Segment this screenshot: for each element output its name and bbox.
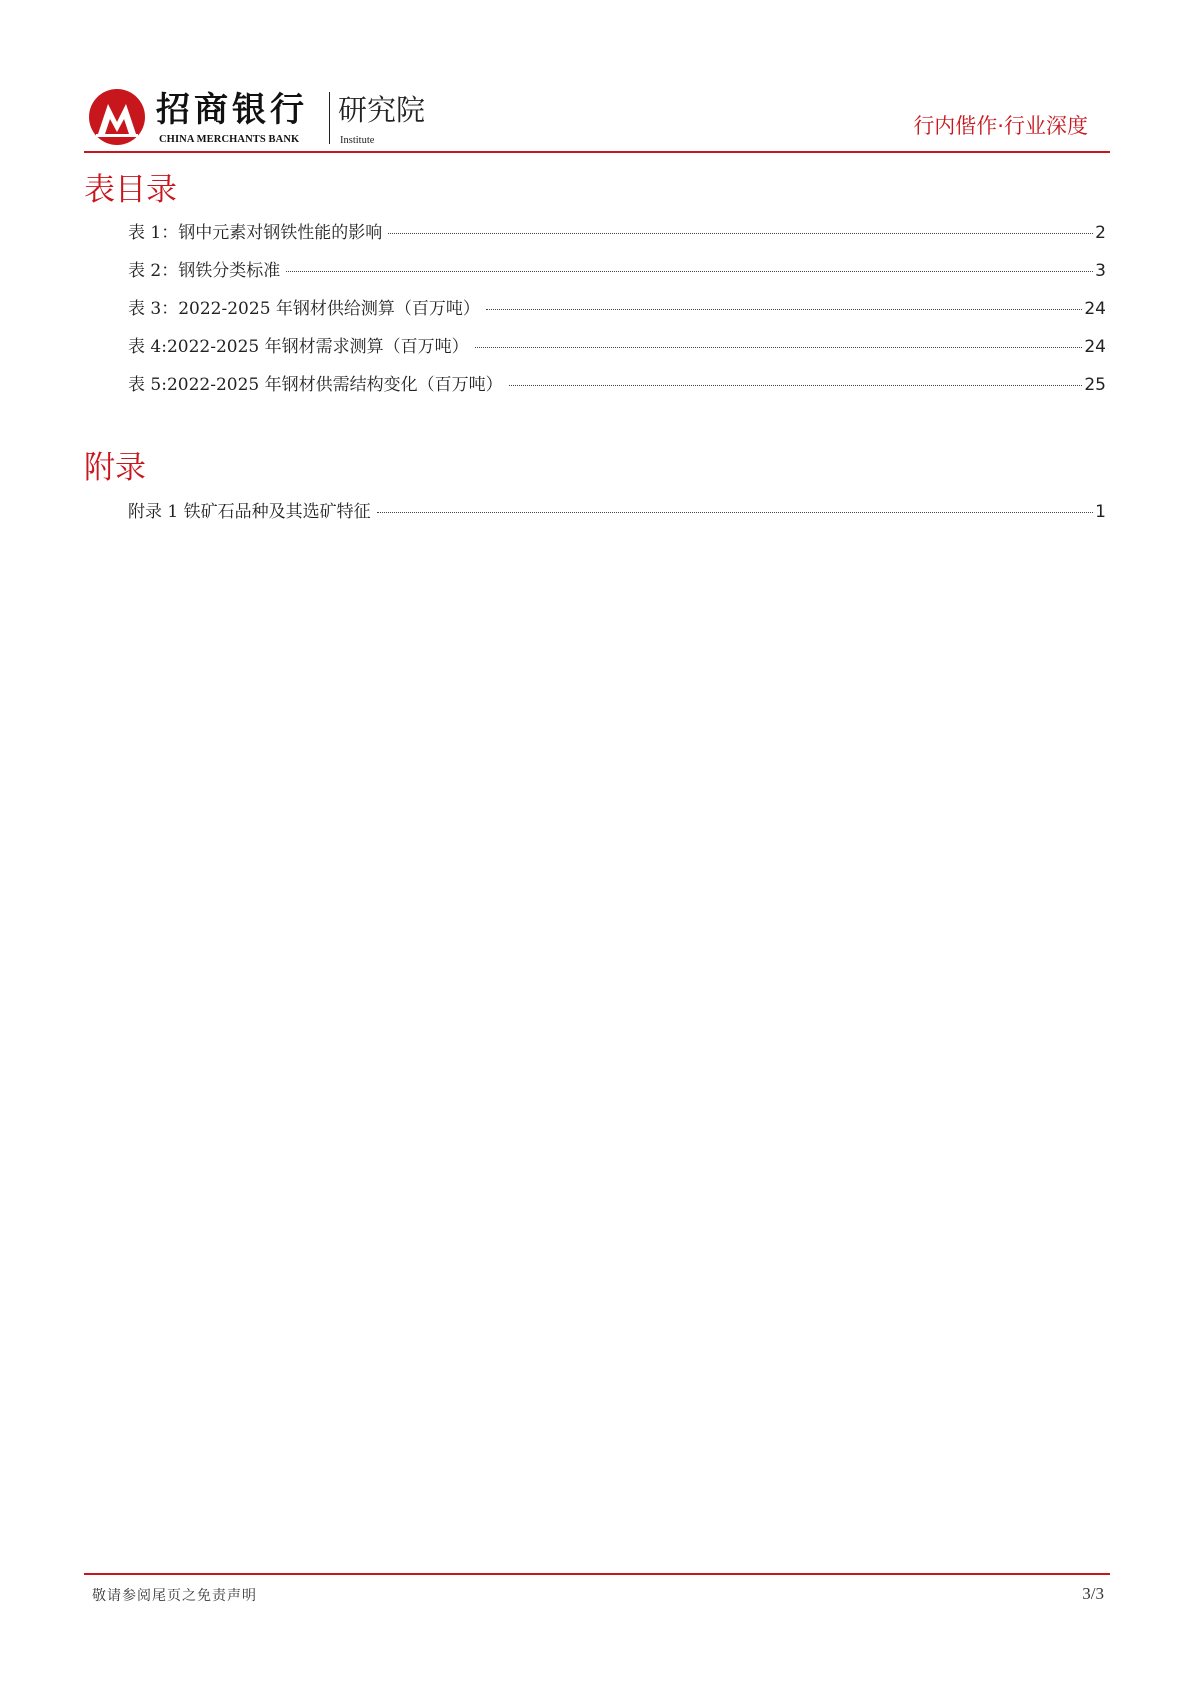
toc-entry-table-3[interactable] — [128, 290, 1106, 328]
toc-entry-table-1[interactable] — [128, 214, 1106, 252]
header-divider — [84, 151, 1110, 153]
toc-entry-label — [128, 214, 382, 252]
toc-leader-dots — [486, 308, 1082, 310]
toc-leader-dots — [377, 511, 1094, 513]
toc-entry-prefix: 表 3： — [128, 299, 179, 319]
toc-entry-page: 1 — [1095, 502, 1106, 522]
toc-leader-dots — [388, 232, 1093, 234]
toc-entry-prefix: 附录 1 — [128, 502, 179, 522]
page-indicator: 3/3 — [1082, 1584, 1104, 1603]
toc-entry-title: 铁矿石品种及其选矿特征 — [183, 502, 371, 522]
toc-leader-dots — [286, 270, 1093, 272]
toc-entry-prefix: 表 4: — [128, 337, 167, 357]
page-header — [88, 88, 1106, 150]
toc-leader-dots — [475, 346, 1083, 348]
footer-divider — [84, 1573, 1110, 1575]
toc-entry-label — [128, 290, 480, 328]
toc-leader-dots — [509, 384, 1083, 386]
toc-entry-title: 2022-2025 年钢材供需结构变化（百万吨） — [166, 375, 503, 395]
footer-disclaimer-note: 敬请参阅尾页之免责声明 — [92, 1588, 257, 1604]
toc-entry-label — [128, 366, 503, 404]
institute-name-en: Institute — [340, 135, 375, 146]
toc-entry-title: 2022-2025 年钢材供给测算（百万吨） — [178, 299, 480, 319]
toc-entry-title: 钢中元素对钢铁性能的影响 — [178, 223, 383, 243]
appendix-toc-list — [128, 493, 1106, 531]
toc-entry-page: 24 — [1084, 337, 1106, 357]
toc-entry-page: 24 — [1084, 299, 1106, 319]
toc-entry-prefix: 表 5: — [128, 375, 167, 395]
report-type-label: 行内偕作·行业深度 — [913, 114, 1088, 138]
toc-entry-prefix: 表 1： — [128, 223, 179, 243]
toc-entry-table-2[interactable] — [128, 252, 1106, 290]
toc-entry-label — [128, 493, 371, 531]
brand-name-en: CHINA MERCHANTS BANK — [159, 134, 300, 145]
tables-toc-list — [128, 214, 1106, 404]
appendix-toc-title: 附录 — [84, 450, 146, 486]
toc-entry-title: 钢铁分类标准 — [178, 261, 281, 281]
brand-divider — [329, 92, 330, 144]
toc-entry-label — [128, 328, 469, 366]
toc-entry-page: 2 — [1095, 223, 1106, 243]
tables-toc-title: 表目录 — [84, 172, 177, 208]
institute-name-cn: 研究院 — [338, 93, 426, 127]
cmb-logo-icon — [88, 88, 146, 146]
toc-entry-table-5[interactable] — [128, 366, 1106, 404]
toc-entry-prefix: 表 2： — [128, 261, 179, 281]
toc-entry-table-4[interactable] — [128, 328, 1106, 366]
toc-entry-title: 2022-2025 年钢材需求测算（百万吨） — [166, 337, 469, 357]
toc-entry-page: 3 — [1095, 261, 1106, 281]
toc-entry-label — [128, 252, 280, 290]
brand-name-cn: 招商银行 — [156, 90, 308, 130]
toc-entry-appendix-1[interactable] — [128, 493, 1106, 531]
toc-entry-page: 25 — [1084, 375, 1106, 395]
